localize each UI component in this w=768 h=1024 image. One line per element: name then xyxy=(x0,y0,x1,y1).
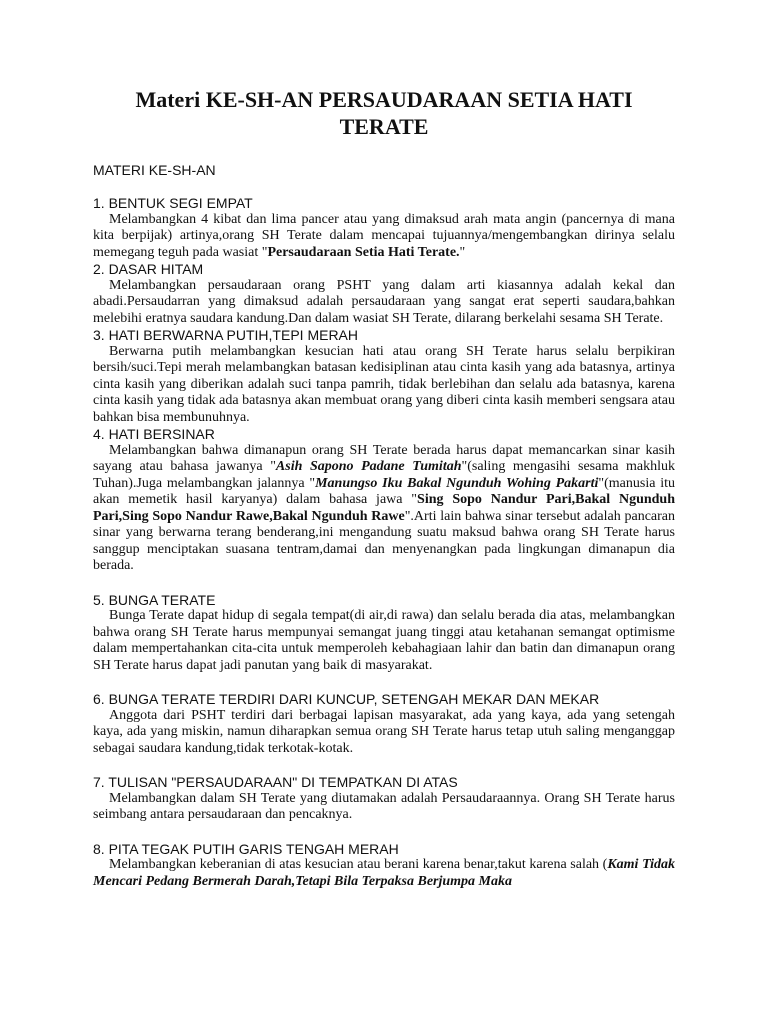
paragraph-text: Anggota dari PSHT terdiri dari berbagai lapisan masyarakat, ada yang kaya, ada yang setengah kaya, ada yang miskin, namun diharapkan semua orang SH Terate harus tetap utuh saling menganggap sebagai saudara kandung,tidak terkotak-kotak. xyxy=(93,707,675,756)
paragraph-text: Melambangkan dalam SH Terate yang diutamakan adalah Persaudaraannya. Orang SH Terate harus seimbang antara persaudaraan dan pencaknya. xyxy=(93,790,675,822)
paragraph-text: ".Arti lain bahwa sinar tersebut adalah pancaran sinar yang berwarna terang benderang,ini mengandung suatu maksud bahwa orang SH Terate harus sanggup menciptakan suasana tentram,damai dan menyenangkan pada lingkungan dimanapun dia berada. xyxy=(93,508,675,573)
bold-phrase: Persaudaraan Setia Hati Terate. xyxy=(267,244,460,260)
paragraph-text: "(saling mengasihi sesama makhluk Tuhan).Juga melambangkan jalannya " xyxy=(93,459,675,491)
paragraph-text: Melambangkan 4 kibat dan lima pancer atau yang dimaksud arah mata angin (pancernya di mana kita berpijak) artinya,orang SH Terate dalam mencapai tujuannya/mengembangkan dirinya selalu memegang teguh pada wasiat " xyxy=(93,211,675,260)
section-paragraph xyxy=(93,791,675,824)
section-7 xyxy=(93,774,675,824)
section-paragraph xyxy=(93,344,675,427)
document-title: Materi KE-SH-AN PERSAUDARAAN SETIA HATI TERATE xyxy=(135,87,633,139)
section-6 xyxy=(93,691,675,757)
section-paragraph xyxy=(93,278,675,328)
section-heading: 3. HATI BERWARNA PUTIH,TEPI MERAH xyxy=(93,327,359,343)
paragraph-text: Melambangkan keberanian di atas kesucian atau berani karena benar,takut karena salah ( xyxy=(109,857,608,872)
section-3 xyxy=(93,327,675,426)
document-page xyxy=(93,86,675,890)
paragraph-text: "(manusia itu akan memetik hasil karyanya) dalam bahasa jawa " xyxy=(93,475,676,507)
section-heading: 2. DASAR HITAM xyxy=(93,261,204,277)
section-heading: 8. PITA TEGAK PUTIH GARIS TENGAH MERAH xyxy=(93,840,399,857)
paragraph-text: Melambangkan persaudaraan orang PSHT yang dalam arti kiasannya adalah kekal dan abadi.Persaudarran yang dimaksud adalah persaudaraan yang sangat erat seperti saudara,bahkan melebihi eratnya saudara kandung.Dan dalam wasiat SH Terate, dilarang berkelahi sesama SH Terate. xyxy=(93,277,675,326)
section-2 xyxy=(93,261,675,327)
section-heading: 5. BUNGA TERATE xyxy=(93,591,216,608)
paragraph-text: Melambangkan bahwa dimanapun orang SH Terate berada harus dapat memancarkan sinar kasih sayang atau bahasa jawanya " xyxy=(93,442,675,474)
bold-italic-phrase: Kami Tidak Mencari Pedang Bermerah Darah,Tetapi Bila Terpaksa Berjumpa Maka xyxy=(93,857,675,889)
section-heading: 6. BUNGA TERATE TERDIRI DARI KUNCUP, SETENGAH MEKAR DAN MEKAR xyxy=(93,691,600,707)
paragraph-text: " xyxy=(459,244,466,260)
section-5 xyxy=(93,592,675,675)
section-heading: 4. HATI BERSINAR xyxy=(93,426,215,442)
paragraph-text: Berwarna putih melambangkan kesucian hati atau orang SH Terate harus selalu berpikiran bersih/suci.Tepi merah melambangkan batasan kedisiplinan atau cinta kasih yang ada batasnya, artinya cinta kasih yang diberikan adalah suci tanpa pamrih, tidak berlebihan dan selalu ada batasnya, karena cinta kasih yang tidak ada batasnya akan membuat orang yang diberi cinta kasih memberi sengsara atau bahkan bisa membunuhnya. xyxy=(93,343,675,425)
section-4 xyxy=(93,426,675,575)
bold-italic-phrase: Asih Sapono Padane Tumitah xyxy=(275,459,462,474)
section-paragraph xyxy=(93,608,675,674)
section-heading: 7. TULISAN "PERSAUDARAAN" DI TEMPATKAN DI ATAS xyxy=(93,774,458,790)
section-paragraph xyxy=(93,443,675,575)
section-8 xyxy=(93,841,675,891)
section-heading: 1. BENTUK SEGI EMPAT xyxy=(93,195,253,211)
section-paragraph xyxy=(93,857,675,890)
section-1 xyxy=(93,195,675,261)
section-paragraph xyxy=(93,708,675,758)
document-subtitle: MATERI KE-SH-AN xyxy=(93,162,216,178)
paragraph-text: Bunga Terate dapat hidup di segala tempat(di air,di rawa) dan selalu berada dia atas, melambangkan bahwa orang SH Terate harus mempunyai semangat juang tinggi atau ketahanan semangat optimisme dalam mempertahankan cita-cita untuk memperoleh kebahagiaan lahir dan batin dan dimanapun orang SH Terate harus dapat jadi panutan yang baik di masyarakat. xyxy=(93,608,675,673)
bold-phrase: Sing Sopo Nandur Pari,Bakal Ngunduh Pari,Sing Sopo Nandur Rawe,Bakal Ngunduh Rawe xyxy=(93,492,675,524)
section-paragraph xyxy=(93,212,675,262)
bold-italic-phrase: Manungso Iku Bakal Ngunduh Wohing Pakarti xyxy=(315,475,599,491)
